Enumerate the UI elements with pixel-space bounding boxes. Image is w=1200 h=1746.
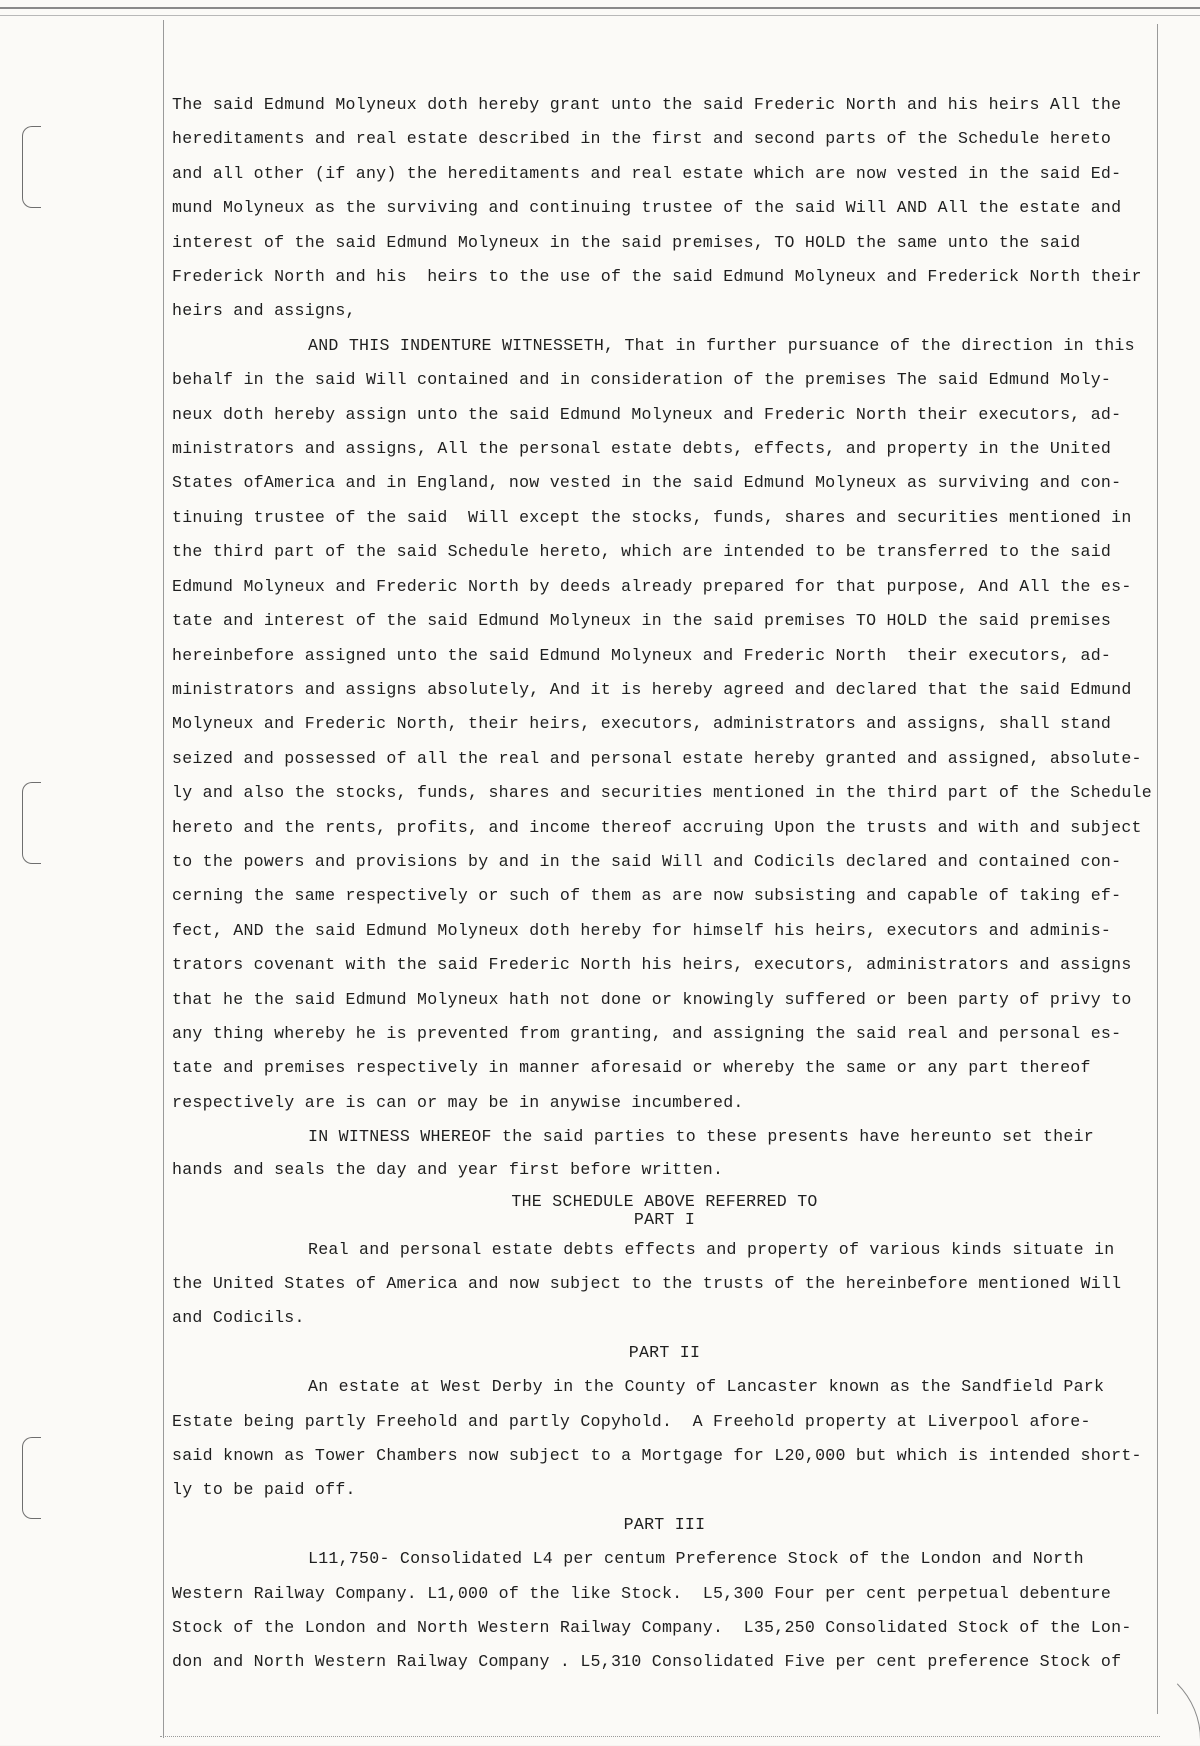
body-line: AND THIS INDENTURE WITNESSETH, That in further pursuance of the direction in this [308, 335, 1135, 355]
body-line: ministrators and assigns, All the personal estate debts, effects, and property in the United [172, 439, 1112, 459]
left-margin-line [163, 20, 164, 1738]
bottom-edge-rule [160, 1736, 1160, 1737]
body-line: Stock of the London and North Western Railway Company. L35,250 Consolidated Stock of the Lon- [172, 1618, 1132, 1638]
part-heading: PART III [623, 1514, 706, 1534]
body-line: ministrators and assigns absolutely, And it is hereby agreed and declared that the said Edmund [172, 679, 1132, 699]
punch-hole-icon [22, 126, 41, 208]
body-line: that he the said Edmund Molyneux hath not done or knowingly suffered or been party of privy to [172, 989, 1132, 1009]
body-line: respectively are is can or may be in anywise incumbered. [172, 1092, 744, 1112]
body-line: tinuing trustee of the said Will except the stocks, funds, shares and securities mentioned in [172, 507, 1132, 527]
body-line: The said Edmund Molyneux doth hereby grant unto the said Frederic North and his heirs All the [172, 95, 1122, 114]
body-line: ly to be paid off. [172, 1480, 356, 1500]
body-line: Western Railway Company. L1,000 of the like Stock. L5,300 Four per cent perpetual debenture [172, 1583, 1112, 1603]
top-edge-rule [0, 7, 1200, 9]
body-line: mund Molyneux as the surviving and continuing trustee of the said Will AND All the estate and [172, 198, 1122, 218]
body-line: An estate at West Derby in the County of Lancaster known as the Sandfield Park [308, 1377, 1105, 1397]
top-edge-rule-secondary [0, 15, 1200, 16]
body-line: to the powers and provisions by and in the said Will and Codicils declared and contained con- [172, 851, 1122, 871]
body-line: cerning the same respectively or such of them as are now subsisting and capable of taking ef- [172, 886, 1122, 906]
body-line: hands and seals the day and year first before written. [172, 1159, 724, 1179]
schedule-title: THE SCHEDULE ABOVE REFERRED TO [511, 1191, 818, 1211]
body-line: behalf in the said Will contained and in consideration of the premises The said Edmund Moly- [172, 370, 1112, 390]
body-line: any thing whereby he is prevented from granting, and assigning the said real and personal es- [172, 1023, 1122, 1043]
body-line: don and North Western Railway Company . L5,310 Consolidated Five per cent preference Stock of [172, 1652, 1122, 1672]
body-line: Estate being partly Freehold and partly Copyhold. A Freehold property at Liverpool afore- [172, 1411, 1091, 1431]
body-line: and all other (if any) the hereditaments and real estate which are now vested in the said Ed- [172, 163, 1122, 183]
body-line: neux doth hereby assign unto the said Edmund Molyneux and Frederic North their executors, ad- [172, 404, 1122, 424]
body-line: heirs and assigns, [172, 301, 356, 321]
body-line: the third part of the said Schedule hereto, which are intended to be transferred to the said [172, 542, 1112, 562]
body-line: and Codicils. [172, 1308, 305, 1328]
body-line: fect, AND the said Edmund Molyneux doth hereby for himself his heirs, executors and adminis- [172, 920, 1112, 940]
body-line: interest of the said Edmund Molyneux in the said premises, TO HOLD the same unto the said [172, 232, 1081, 252]
punch-hole-icon [22, 1437, 41, 1519]
body-line: IN WITNESS WHEREOF the said parties to these presents have hereunto set their [308, 1127, 1095, 1147]
body-line: Real and personal estate debts effects and property of various kinds situate in [308, 1239, 1115, 1259]
body-line: ly and also the stocks, funds, shares and securities mentioned in the third part of the Schedule [172, 783, 1152, 803]
body-line: tate and premises respectively in manner aforesaid or whereby the same or any part thereof [172, 1058, 1091, 1078]
body-line: said known as Tower Chambers now subject to a Mortgage for L20,000 but which is intended short- [172, 1446, 1142, 1466]
document-body [172, 88, 1157, 1680]
body-line: States ofAmerica and in England, now vested in the said Edmund Molyneux as surviving and con- [172, 473, 1122, 493]
body-line: Edmund Molyneux and Frederic North by deeds already prepared for that purpose, And All the es- [172, 576, 1132, 596]
punch-hole-icon [22, 782, 41, 864]
body-line: trators covenant with the said Frederic North his heirs, executors, administrators and assigns [172, 955, 1132, 975]
part-heading: PART II [628, 1342, 701, 1362]
body-line: hereto and the rents, profits, and income thereof accruing Upon the trusts and with and subject [172, 817, 1142, 837]
body-line: hereditaments and real estate described in the first and second parts of the Schedule hereto [172, 129, 1112, 149]
right-margin-line [1157, 24, 1158, 1714]
body-line: Molyneux and Frederic North, their heirs, executors, administrators and assigns, shall stand [172, 714, 1112, 734]
body-line: seized and possessed of all the real and personal estate hereby granted and assigned, absolute- [172, 748, 1142, 768]
body-line: hereinbefore assigned unto the said Edmund Molyneux and Frederic North their executors, ad- [172, 645, 1112, 665]
body-line: the United States of America and now subject to the trusts of the hereinbefore mentioned Will [172, 1274, 1122, 1293]
body-line: L11,750- Consolidated L4 per centum Preference Stock of the London and North [308, 1549, 1084, 1569]
body-line: tate and interest of the said Edmund Molyneux in the said premises TO HOLD the said premises [172, 611, 1112, 631]
body-line: Frederick North and his heirs to the use of the said Edmund Molyneux and Frederick North their [172, 267, 1142, 287]
part-heading: PART I [633, 1209, 696, 1229]
